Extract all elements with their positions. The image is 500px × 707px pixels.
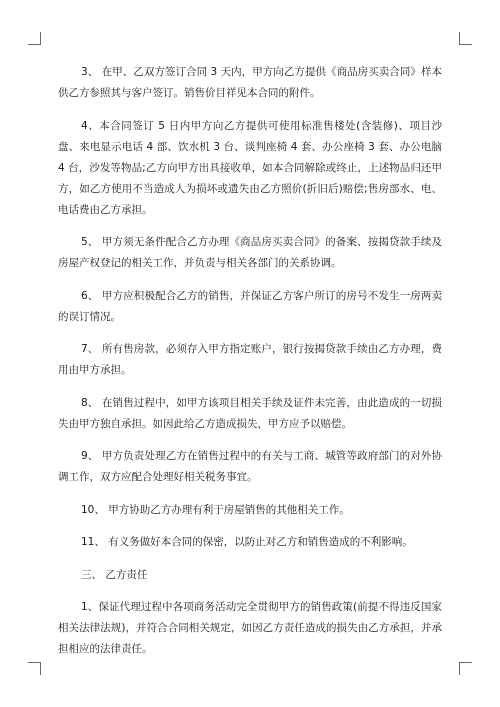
clause-10: 10、 甲方协助乙方办理有利于房屋销售的其他相关工作。 <box>81 503 350 516</box>
clause-8: 8、 在销售过程中，如甲方该项目相关手续及证件未完善，由此造成的一切损失由甲方独自承担。如因此给乙方造成损失，甲方应予以赔偿。 <box>58 396 442 430</box>
document-body <box>58 62 442 672</box>
clause-11: 11、 有义务做好本合同的保密，以防止对乙方和销售造成的不利影响。 <box>81 536 413 548</box>
section-heading: 三、 乙方责任 <box>81 568 148 581</box>
clause-9: 9、 甲方负责处理乙方在销售过程中的有关与工商、城管等政府部门的对外协调工作，双方应配合处理好相关税务事宜。 <box>58 450 442 483</box>
clause-5: 5、 甲方须无条件配合乙方办理《商品房买卖合同》的备案、按揭贷款手续及房屋产权登记的相关工作，并负责与相关各部门的关系协调。 <box>58 236 442 269</box>
crop-mark-bottom-left <box>28 662 41 675</box>
clause-6: 6、 甲方应积极配合乙方的销售，并保证乙方客户所订的房号不发生一房两卖的误订情况。 <box>58 289 442 323</box>
crop-mark-top-left <box>28 32 41 45</box>
crop-mark-bottom-right <box>459 662 472 675</box>
crop-mark-top-right <box>459 32 472 45</box>
clause-4: 4、本合同签订 5 日内甲方向乙方提供可使用标准售楼处(含装修)、项目沙盘、来电显示电话 4 部、饮水机 3 台、谈判座椅 4 套、办公座椅 3 套、办公电脑 4 台，沙发等物品;乙方向甲方出具接收单，如本合同解除或终止，上述物品归还甲方，如乙方使用不当造成人为损坏或遗失由乙方照价(折旧后)赔偿;售房部水、电、电话费由乙方承担。 <box>58 119 442 216</box>
clause-7: 7、 所有售房款，必须存入甲方指定账户，银行按揭贷款手续由乙方办理，费用由甲方承担。 <box>58 343 442 376</box>
party-b-clause-1: 1、保证代理过程中各项商务活动完全贯彻甲方的销售政策(前提不得违反国家相关法律法规)，并符合合同相关规定，如因乙方责任造成的损失由乙方承担，并承担相应的法律责任。 <box>58 601 442 655</box>
clause-3: 3、 在甲、乙双方签订合同 3 天内，甲方向乙方提供《商品房买卖合同》样本供乙方参照其与客户签订。销售价目祥见本合同的附件。 <box>58 66 442 99</box>
